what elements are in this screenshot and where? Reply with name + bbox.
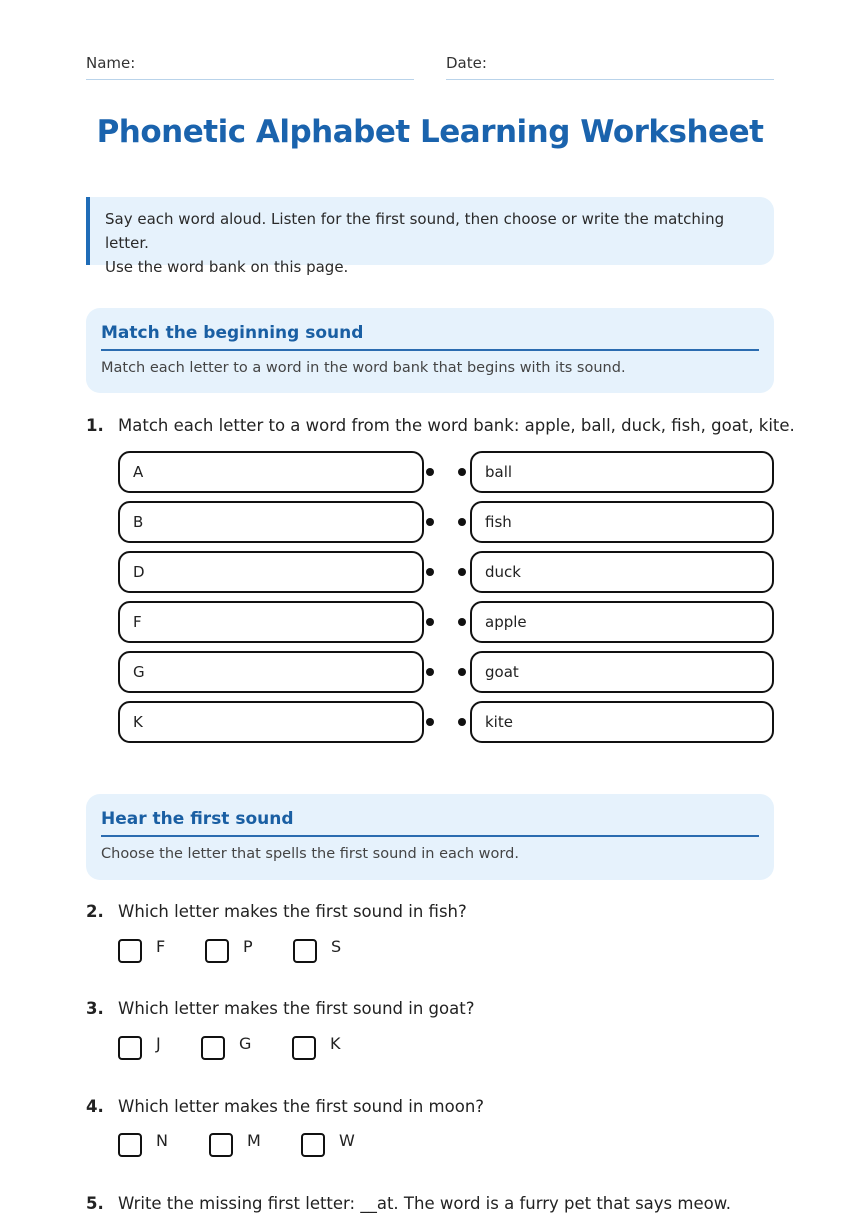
match-dot-right[interactable] <box>458 668 466 676</box>
checkbox[interactable] <box>118 939 142 963</box>
choice-label: P <box>243 937 253 956</box>
checkbox[interactable] <box>205 939 229 963</box>
answer-choices <box>118 1131 718 1161</box>
question-number: 1. <box>86 416 104 435</box>
match-dot-left[interactable] <box>426 668 434 676</box>
checkbox[interactable] <box>201 1036 225 1060</box>
question-text: Which letter makes the first sound in fish? <box>118 902 467 921</box>
checkbox[interactable] <box>301 1133 325 1157</box>
match-letter-pill[interactable]: D <box>118 551 424 593</box>
match-dot-right[interactable] <box>458 518 466 526</box>
checkbox[interactable] <box>293 939 317 963</box>
match-dot-left[interactable] <box>426 468 434 476</box>
instructions-line-2: Use the word bank on this page. <box>105 258 349 276</box>
match-letter-pill[interactable]: B <box>118 501 424 543</box>
checkbox[interactable] <box>209 1133 233 1157</box>
match-letter-pill[interactable]: F <box>118 601 424 643</box>
match-word-pill[interactable]: apple <box>470 601 774 643</box>
choice-label: G <box>239 1034 252 1053</box>
date-field[interactable] <box>446 52 774 80</box>
match-dot-right[interactable] <box>458 468 466 476</box>
match-letter-pill[interactable]: G <box>118 651 424 693</box>
match-letter-pill[interactable]: A <box>118 451 424 493</box>
section-subtitle: Match each letter to a word in the word bank that begins with its sound. <box>101 360 626 376</box>
match-letter-pill[interactable]: K <box>118 701 424 743</box>
match-dot-left[interactable] <box>426 518 434 526</box>
answer-choices <box>118 937 718 967</box>
section-title: Hear the first sound <box>101 809 759 837</box>
match-row <box>118 701 774 743</box>
instructions-box <box>86 197 774 276</box>
instructions-line-1: Say each word aloud. Listen for the first sound, then choose or write the matching letter. <box>105 210 725 252</box>
name-label: Name: <box>86 54 136 72</box>
match-dot-right[interactable] <box>458 618 466 626</box>
match-row <box>118 601 774 643</box>
checkbox[interactable] <box>118 1036 142 1060</box>
choice-label: N <box>156 1131 168 1150</box>
match-dot-right[interactable] <box>458 718 466 726</box>
date-label: Date: <box>446 54 487 72</box>
match-row <box>118 551 774 593</box>
question-text: Match each letter to a word from the word bank: apple, ball, duck, fish, goat, kite. <box>118 416 795 435</box>
choice-label: W <box>339 1131 355 1150</box>
match-row <box>118 651 774 693</box>
match-dot-right[interactable] <box>458 568 466 576</box>
section-subtitle: Choose the letter that spells the first sound in each word. <box>101 846 519 862</box>
section-hear-first-sound <box>86 794 774 880</box>
match-word-pill[interactable]: goat <box>470 651 774 693</box>
match-word-pill[interactable]: fish <box>470 501 774 543</box>
checkbox[interactable] <box>292 1036 316 1060</box>
section-match-beginning-sound <box>86 308 774 393</box>
name-field[interactable] <box>86 52 414 80</box>
match-dot-left[interactable] <box>426 618 434 626</box>
match-dot-left[interactable] <box>426 718 434 726</box>
match-dot-left[interactable] <box>426 568 434 576</box>
worksheet-title: Phonetic Alphabet Learning Worksheet <box>96 114 764 150</box>
answer-choices <box>118 1034 718 1064</box>
choice-label: F <box>156 937 166 956</box>
choice-label: M <box>247 1131 261 1150</box>
section-title: Match the beginning sound <box>101 323 759 351</box>
match-word-pill[interactable]: kite <box>470 701 774 743</box>
match-row <box>118 451 774 493</box>
choice-label: J <box>156 1034 161 1053</box>
question-number: 5. <box>86 1194 104 1213</box>
checkbox[interactable] <box>118 1133 142 1157</box>
match-word-pill[interactable]: ball <box>470 451 774 493</box>
question-text: Which letter makes the first sound in moon? <box>118 1097 485 1116</box>
choice-label: K <box>330 1034 341 1053</box>
question-number: 2. <box>86 902 104 921</box>
choice-label: S <box>331 937 342 956</box>
question-number: 4. <box>86 1097 104 1116</box>
header-fields <box>86 52 774 80</box>
question-text: Which letter makes the first sound in goat? <box>118 999 475 1018</box>
question-number: 3. <box>86 999 104 1018</box>
match-word-pill[interactable]: duck <box>470 551 774 593</box>
match-row <box>118 501 774 543</box>
question-text: Write the missing first letter: __at. The word is a furry pet that says meow. <box>118 1194 731 1213</box>
